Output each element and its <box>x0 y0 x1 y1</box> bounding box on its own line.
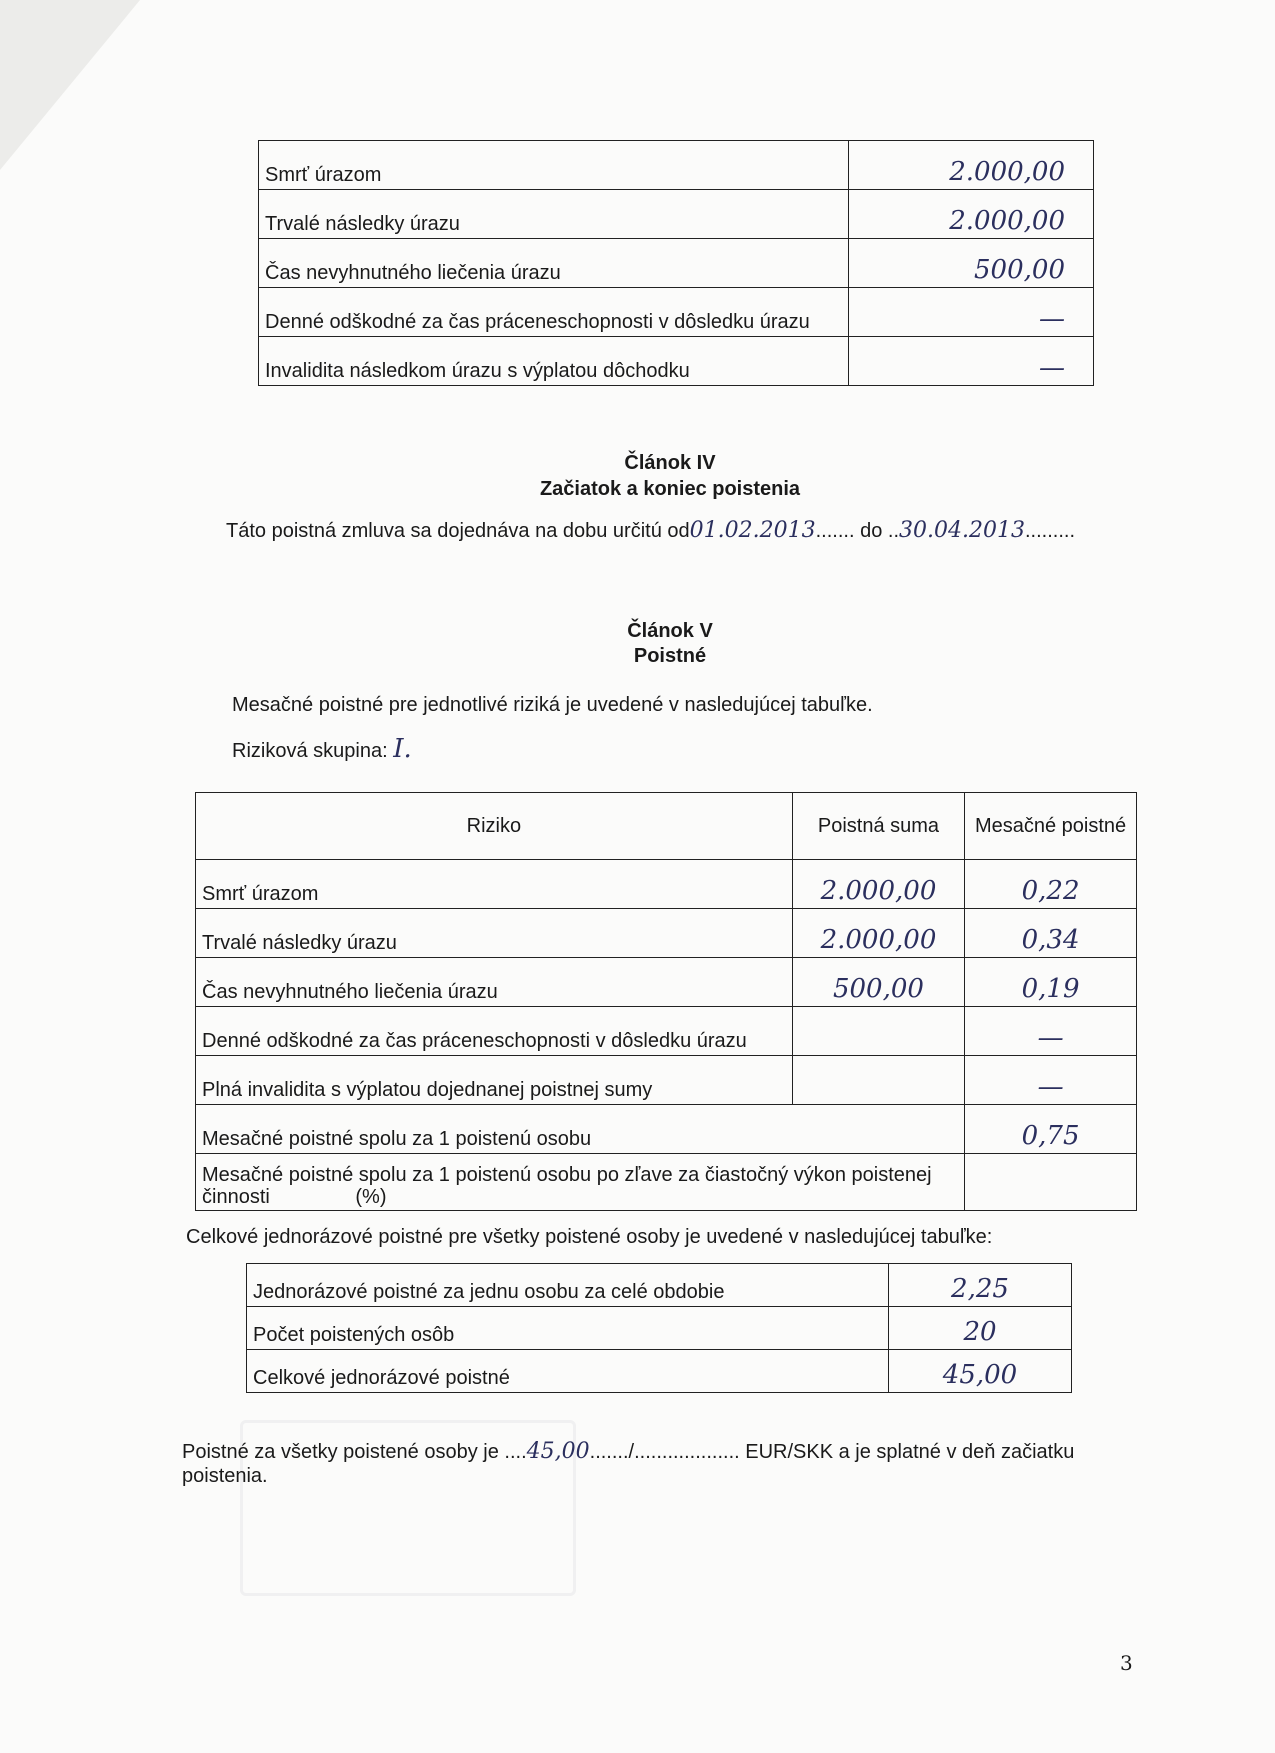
article4-subtitle: Začiatok a koniec poistenia <box>539 478 801 500</box>
premium-monthly: 0,19 <box>965 958 1137 1007</box>
risk-sum-value: — <box>849 288 1094 337</box>
premium-risk: Plná invalidita s výplatou dojednanej poistnej sumy <box>196 1056 793 1105</box>
period-text-prefix: Táto poistná zmluva sa dojednáva na dobu určitú od <box>226 520 690 542</box>
risk-group-label: Riziková skupina: <box>232 740 388 762</box>
risk-sum-row <box>259 190 1094 239</box>
premium-table <box>195 792 1137 1211</box>
article5-subtitle: Poistné <box>633 645 707 667</box>
risk-sum-value: — <box>849 337 1094 386</box>
premium-row <box>196 1056 1137 1105</box>
risk-label: Smrť úrazom <box>259 141 849 190</box>
footer-prefix: Poistné za všetky poistené osoby je <box>182 1441 499 1463</box>
article4-title: Článok IV <box>624 452 716 474</box>
discount-unit: (%) <box>355 1186 387 1208</box>
single-premium-label: Jednorázové poistné za jednu osobu za celé obdobie <box>247 1264 889 1307</box>
premium-row <box>196 909 1137 958</box>
risk-sum-value: 2.000,00 <box>849 141 1094 190</box>
premium-risk: Smrť úrazom <box>196 860 793 909</box>
premium-monthly: — <box>965 1007 1137 1056</box>
risk-group-line <box>232 734 412 764</box>
premium-row <box>196 958 1137 1007</box>
total-row <box>196 1105 1137 1154</box>
single-premium-intro: Celkové jednorázové poistné pre všetky poistené osoby je uvedené v nasledujúcej tabuľke: <box>186 1226 993 1248</box>
risk-group-value: I. <box>393 734 412 764</box>
footer-premium-text: Poistné za všetky poistené osoby je ....45,00......./................... EUR/SKK a je splatné v deň začiatku poistenia. <box>182 1439 1075 1487</box>
risk-sum-row <box>259 288 1094 337</box>
risk-sum-value: 2.000,00 <box>849 190 1094 239</box>
single-premium-label: Celkové jednorázové poistné <box>247 1350 889 1393</box>
discount-cell <box>196 1154 965 1211</box>
risk-sum-row <box>259 141 1094 190</box>
premium-row <box>196 860 1137 909</box>
insurance-period-line: Táto poistná zmluva sa dojednáva na dobu určitú od01.02.2013....... do ..30.04.2013......... <box>226 518 1075 543</box>
single-premium-label: Počet poistených osôb <box>247 1307 889 1350</box>
premium-row <box>196 1007 1137 1056</box>
header-monthly: Mesačné poistné <box>965 793 1137 860</box>
article5-intro: Mesačné poistné pre jednotlivé riziká je uvedené v nasledujúcej tabuľke. <box>232 694 873 716</box>
risk-sum-row <box>259 337 1094 386</box>
premium-sum <box>792 1007 964 1056</box>
risk-label: Denné odškodné za čas práceneschopnosti v dôsledku úrazu <box>259 288 849 337</box>
page-number: 3 <box>1120 1651 1133 1675</box>
single-premium-table <box>246 1263 1072 1393</box>
single-premium-row <box>247 1264 1072 1307</box>
risk-label: Trvalé následky úrazu <box>259 190 849 239</box>
premium-risk: Čas nevyhnutného liečenia úrazu <box>196 958 793 1007</box>
footer-suffix: EUR/SKK a je splatné v deň začiatku poistenia. <box>182 1441 1075 1487</box>
single-premium-row <box>247 1307 1072 1350</box>
premium-sum <box>792 1056 964 1105</box>
premium-monthly: 0,34 <box>965 909 1137 958</box>
date-from: 01.02.2013 <box>689 518 816 543</box>
premium-table-header <box>196 793 1137 860</box>
single-premium-value: 2,25 <box>889 1264 1072 1307</box>
discount-row <box>196 1154 1137 1211</box>
header-sum: Poistná suma <box>792 793 964 860</box>
premium-monthly: 0,22 <box>965 860 1137 909</box>
total-value: 0,75 <box>965 1105 1137 1154</box>
header-risk: Riziko <box>196 793 793 860</box>
premium-sum: 2.000,00 <box>792 860 964 909</box>
premium-sum: 500,00 <box>792 958 964 1007</box>
date-to: 30.04.2013 <box>899 518 1025 543</box>
single-premium-value: 20 <box>889 1307 1072 1350</box>
premium-risk: Denné odškodné za čas práceneschopnosti v dôsledku úrazu <box>196 1007 793 1056</box>
footer-separator: /................... <box>628 1441 740 1463</box>
single-premium-row <box>247 1350 1072 1393</box>
discount-value <box>965 1154 1137 1211</box>
total-label: Mesačné poistné spolu za 1 poistenú osobu <box>196 1105 965 1154</box>
premium-risk: Trvalé následky úrazu <box>196 909 793 958</box>
single-premium-value: 45,00 <box>889 1350 1072 1393</box>
premium-sum: 2.000,00 <box>792 909 964 958</box>
premium-monthly: — <box>965 1056 1137 1105</box>
risk-sum-row <box>259 239 1094 288</box>
footer-amount: 45,00 <box>526 1439 590 1464</box>
article5-title: Článok V <box>627 620 713 642</box>
risk-sum-value: 500,00 <box>849 239 1094 288</box>
risk-label: Čas nevyhnutného liečenia úrazu <box>259 239 849 288</box>
risk-sum-table <box>258 140 1094 386</box>
risk-label: Invalidita následkom úrazu s výplatou dôchodku <box>259 337 849 386</box>
discount-label: Mesačné poistné spolu za 1 poistenú osobu po zľave za čiastočný výkon poistenej činnosti <box>202 1164 932 1208</box>
period-text-mid: do <box>860 520 883 542</box>
folded-corner <box>0 0 140 170</box>
